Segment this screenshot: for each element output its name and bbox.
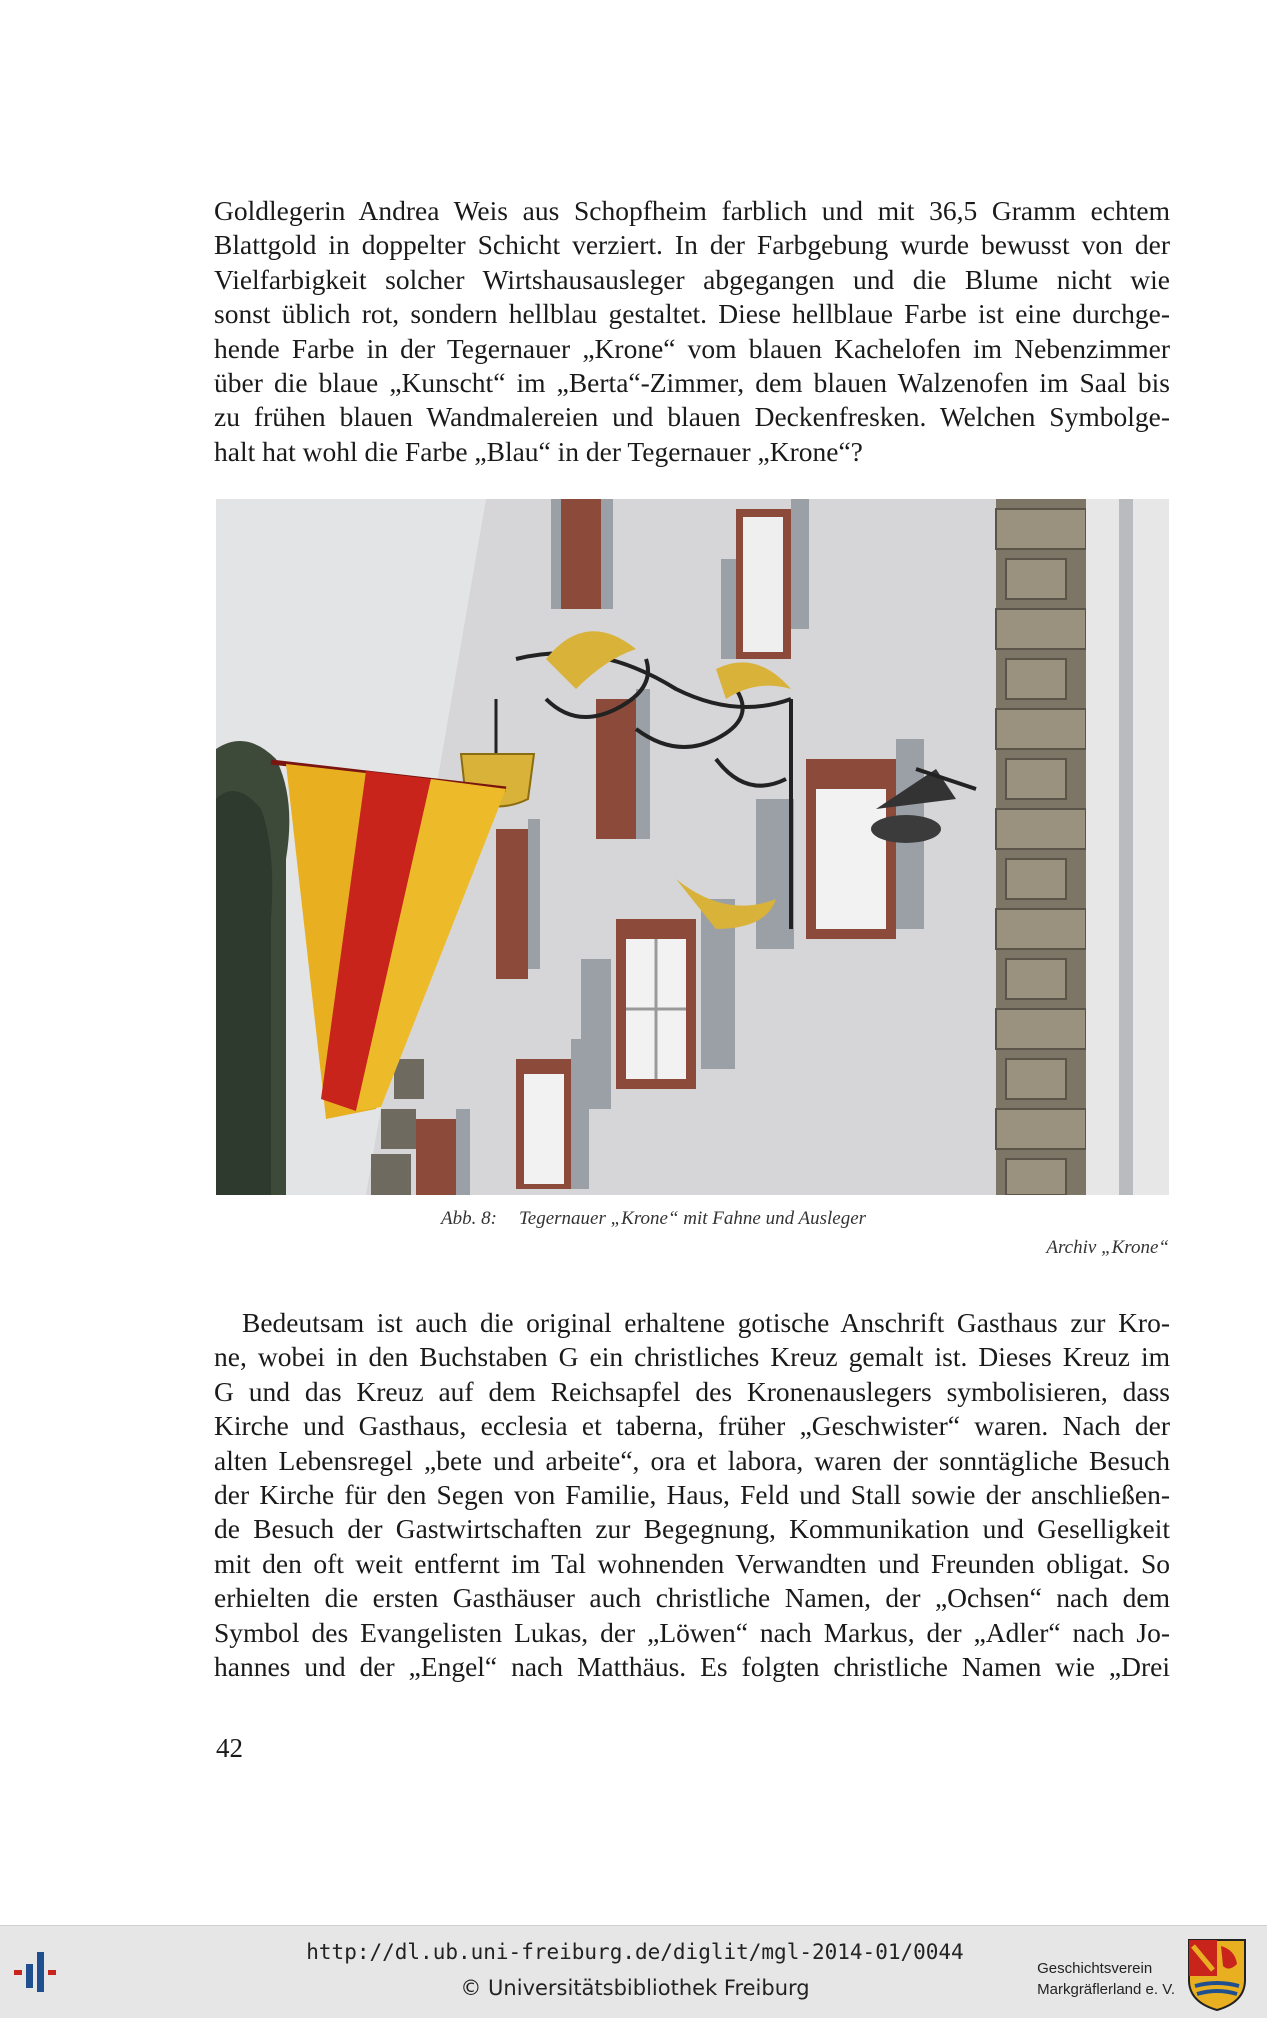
text-line: halt hat wohl die Farbe „Blau“ in der Tegernauer „Krone“? [214,435,863,467]
text-line: de Besuch der Gastwirtschaften zur Begegnung, Kommunikation und Geselligkeit [214,1513,1170,1545]
text-line: hende Farbe in der Tegernauer „Krone“ vom blauen Kachelofen im Nebenzimmer [214,332,1170,364]
figure-label: Abb. 8: [441,1208,497,1229]
text-line: alten Lebensregel „bete und arbeite“, ora et labora, waren der sonntägliche Besuch [214,1444,1170,1476]
society-name-line1: Geschichtsverein [1037,1960,1153,1977]
text-line: Goldlegerin Andrea Weis aus Schopfheim farblich und mit 36,5 Gramm echtem [214,195,1170,226]
text-line: Kirche und Gasthaus, ecclesia et taberna, früher „Geschwister“ waren. Nach der [214,1410,1170,1442]
text-line: Bedeutsam ist auch die original erhaltene gotische Anschrift Gasthaus zur Kro- [242,1307,1170,1338]
copyright-text: © Universitätsbibliothek Freiburg [460,1976,810,2000]
figure-credit: Archiv „Krone“ [1046,1237,1169,1258]
text-line: hannes und der „Engel“ nach Matthäus. Es folgten christliche Namen wie „Drei [214,1650,1170,1682]
text-line: sonst üblich rot, sondern hellblau gestaltet. Diese hellblaue Farbe ist eine durchge- [214,298,1170,330]
text-line: mit den oft weit entfernt im Tal wohnenden Verwandten und Freunden obligat. So [214,1547,1170,1579]
coat-of-arms-icon [1185,1936,1249,2012]
text-line: ne, wobei in den Buchstaben G ein christliches Kreuz gemalt ist. Dieses Kreuz im [214,1341,1170,1373]
text-line: Blattgold in doppelter Schicht verziert. In der Farbgebung wurde bewusst von der [214,229,1170,261]
paragraph-2 [214,1306,1170,1684]
society-name [1037,1958,1175,2000]
text-line: G und das Kreuz auf dem Reichsapfel des Kronenauslegers symbolisieren, dass [214,1375,1170,1407]
figure-caption-text: Tegernauer „Krone“ mit Fahne und Ausleger [518,1208,867,1229]
text-line: über die blaue „Kunscht“ im „Berta“-Zimmer, dem blauen Walzenofen im Saal bis [214,366,1170,398]
text-line: der Kirche für den Segen von Familie, Haus, Feld und Stall sowie der anschließen- [214,1478,1170,1510]
society-name-line2: Markgräflerland e. V. [1037,1981,1175,1998]
text-line: Symbol des Evangelisten Lukas, der „Löwen“ nach Markus, der „Adler“ nach Jo- [214,1616,1170,1648]
text-line: erhielten die ersten Gasthäuser auch christliche Namen, der „Ochsen“ nach dem [214,1582,1170,1614]
text-line: zu frühen blauen Wandmalereien und blauen Deckenfresken. Welchen Symbolge- [214,401,1170,433]
page-number: 42 [216,1733,243,1763]
paragraph-1 [214,194,1170,469]
figure-caption [441,1208,866,1230]
permalink-url[interactable]: http://dl.ub.uni-freiburg.de/diglit/mgl-2014-01/0044 [306,1940,964,1964]
footer-bar [0,1925,1267,2018]
text-line: Vielfarbigkeit solcher Wirtshausausleger abgegangen und die Blume nicht wie [214,263,1170,295]
figure-photo-inn-facade [216,499,1169,1195]
library-logo-icon [12,1948,82,1996]
